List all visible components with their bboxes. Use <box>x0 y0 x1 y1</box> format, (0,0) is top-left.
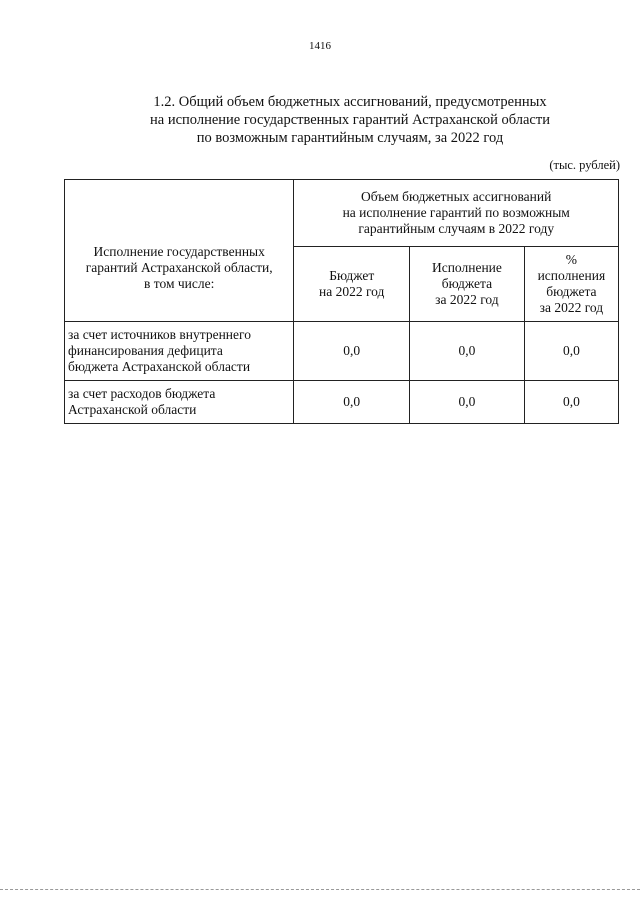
page-bottom-rule <box>0 889 640 890</box>
table-header-row <box>65 180 619 247</box>
heading-line-2: на исполнение государственных гарантий Астраханской области <box>150 112 550 128</box>
section-heading <box>60 93 640 147</box>
page-number: 1416 <box>309 40 331 52</box>
cell-budget: 0,0 <box>294 381 410 424</box>
column-header-budget: Бюджет на 2022 год <box>294 247 410 322</box>
cell-budget: 0,0 <box>294 322 410 381</box>
row-label-header: Исполнение государственных гарантий Астраханской области, в том числе: <box>65 180 294 322</box>
appropriations-table <box>64 179 619 424</box>
cell-percent: 0,0 <box>524 381 618 424</box>
heading-line-1: 1.2. Общий объем бюджетных ассигнований, предусмотренных <box>153 94 547 110</box>
heading-line-3: по возможным гарантийным случаям, за 2022 год <box>196 130 504 146</box>
cell-execution: 0,0 <box>410 381 525 424</box>
row-label: за счет источников внутреннего финансирования дефицита бюджета Астраханской области <box>65 322 294 381</box>
group-header: Объем бюджетных ассигнований на исполнение гарантий по возможным гарантийным случаям в 2022 году <box>294 180 619 247</box>
column-header-execution: Исполнение бюджета за 2022 год <box>410 247 525 322</box>
units-label: (тыс. рублей) <box>549 158 620 172</box>
column-header-percent: % исполнения бюджета за 2022 год <box>524 247 618 322</box>
table-row <box>65 322 619 381</box>
cell-execution: 0,0 <box>410 322 525 381</box>
table-row <box>65 381 619 424</box>
row-label: за счет расходов бюджета Астраханской области <box>65 381 294 424</box>
cell-percent: 0,0 <box>524 322 618 381</box>
